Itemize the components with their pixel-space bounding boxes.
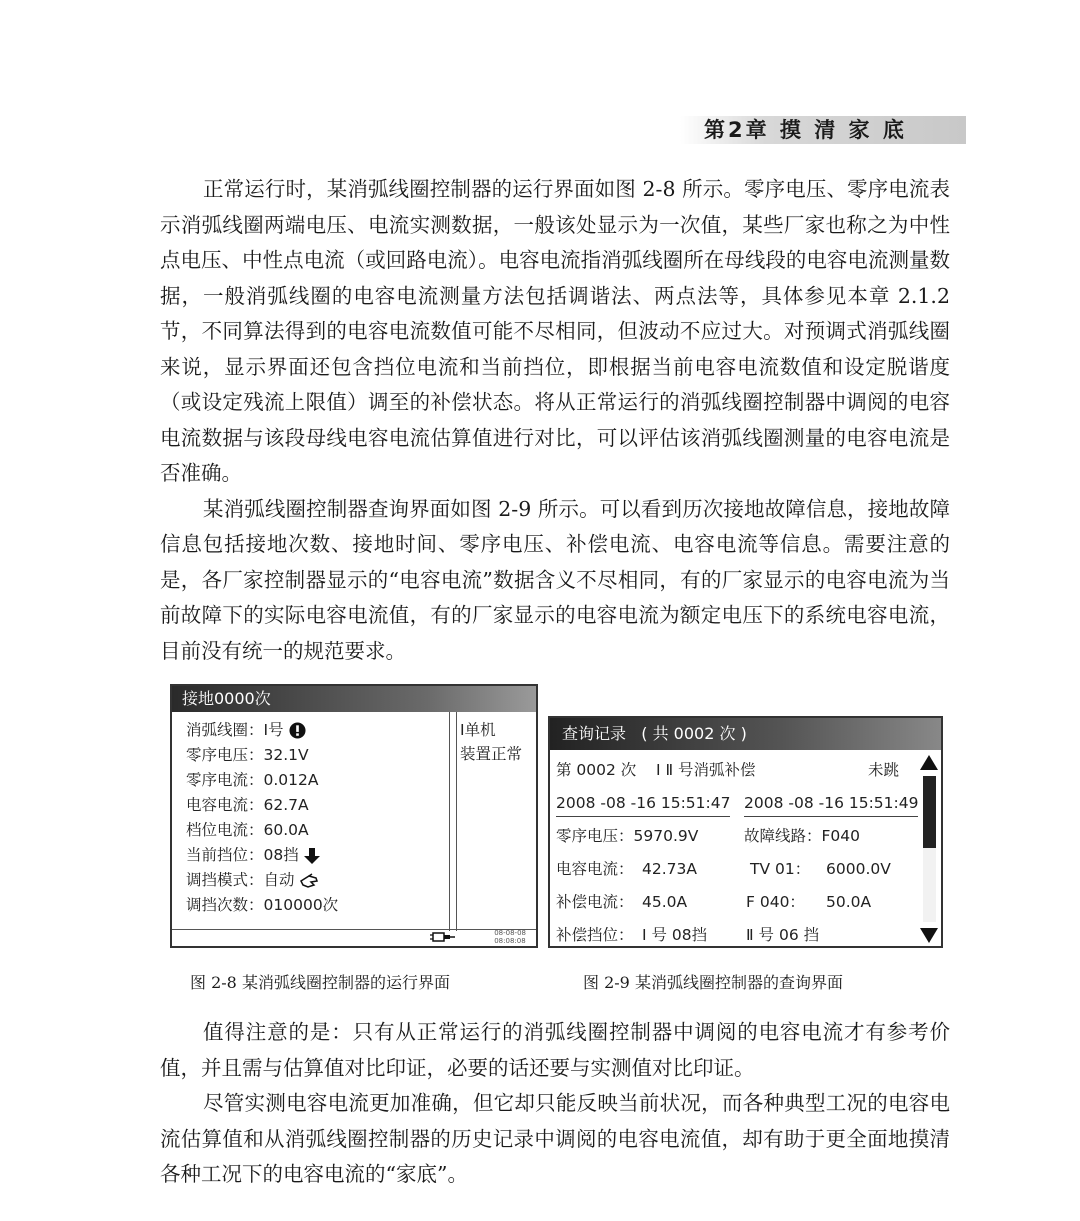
figure-caption: 图 2-9 某消弧线圈控制器的查询界面	[583, 973, 843, 992]
param-row	[186, 843, 338, 868]
record-count: 第 0002 次	[556, 761, 637, 779]
param-row	[186, 893, 338, 918]
param-row	[186, 768, 338, 793]
device-status	[460, 718, 522, 766]
param-value: 32.1V	[263, 746, 309, 764]
record-time-start: 2008 -08 -16 15:51:47	[556, 790, 730, 817]
param-label: 调挡次数：	[186, 896, 264, 914]
record-row	[556, 853, 920, 886]
figure-2-8-run-screen	[170, 684, 538, 948]
body-text-top	[160, 172, 950, 669]
figure-2-9-query-screen	[548, 716, 943, 948]
screen-title: 接地0000次	[172, 686, 536, 712]
paragraph: 某消弧线圈控制器查询界面如图 2-9 所示。可以看到历次接地故障信息，接地故障信息包括接地次数、接地时间、零序电压、补偿电流、电容电流等信息。需要注意的是，各厂家控制器显示的“电容电流”数据含义不尽相同，有的厂家显示的电容电流为当前故障下的实际电容电流值，有的厂家显示的电容电流为额定电压下的系统电容电流，目前没有统一的规范要求。	[160, 496, 950, 663]
param-row	[186, 868, 338, 893]
panel-divider	[449, 712, 457, 931]
screen-title: 查询记录 ( 共 0002 次 )	[550, 718, 941, 750]
param-row	[186, 793, 338, 818]
capacitive-current-label: 电容电流：	[556, 860, 634, 878]
comp-gear-1: Ⅰ 号 08挡	[642, 926, 708, 944]
param-row	[186, 718, 338, 743]
paragraph: 正常运行时，某消弧线圈控制器的运行界面如图 2-8 所示。零序电压、零序电流表示消弧线圈两端电压、电流实测数据，一般该处显示为一次值，某些厂家也称之为中性点电压、中性点电流（或回路电流）。电容电流指消弧线圈所在母线段的电容电流测量数据，一般消弧线圈的电容电流测量方法包括调谐法、两点法等，具体参见本章 2.1.2 节，不同算法得到的电容电流数值可能不尽相同，但波动不应过大。对预调式消弧线圈来说，显示界面还包含挡位电流和当前挡位，即根据当前电容电流数值和设定脱谐度（或设定残流上限值）调至的补偿状态。将从正常运行的消弧线圈控制器中调阅的电容电流数据与该段母线电容电流估算值进行对比，可以评估该消弧线圈测量的电容电流是否准确。	[160, 177, 950, 485]
record-row	[556, 919, 920, 952]
param-value: 010000次	[263, 896, 339, 914]
figure-caption: 图 2-8 某消弧线圈控制器的运行界面	[190, 973, 450, 992]
run-params	[186, 718, 338, 918]
scroll-down-icon[interactable]	[919, 926, 939, 944]
param-label: 档位电流：	[186, 821, 264, 839]
hand-icon	[299, 873, 319, 889]
zero-voltage: 零序电压：5970.9V	[556, 827, 699, 845]
param-row	[186, 818, 338, 843]
param-label: 电容电流：	[186, 796, 264, 814]
scrollbar[interactable]	[919, 752, 939, 946]
arrow-down-icon	[304, 847, 320, 865]
paragraph: 值得注意的是：只有从正常运行的消弧线圈控制器中调阅的电容电流才有参考价值，并且需与估算值对比印证，必要的话还要与实测值对比印证。	[160, 1020, 950, 1080]
plug-icon	[430, 930, 456, 944]
date-text: 08-08-08	[494, 929, 526, 937]
info-icon	[289, 722, 306, 739]
screen-status-bar	[172, 929, 536, 946]
chapter-title: 第2章 摸 清 家 底	[704, 118, 907, 142]
param-value: 60.0A	[263, 821, 309, 839]
f040-label: F 040：	[746, 893, 805, 911]
record-row	[556, 787, 920, 820]
param-label: 零序电流：	[186, 771, 264, 789]
comp-gear-label: 补偿挡位：	[556, 926, 634, 944]
capacitive-current-value: 42.73A	[642, 860, 697, 878]
record-row	[556, 754, 920, 787]
param-value: 08挡	[263, 846, 299, 864]
scroll-up-icon[interactable]	[919, 754, 939, 772]
record-device: Ⅰ Ⅱ 号消弧补偿	[656, 761, 756, 779]
param-row	[186, 743, 338, 768]
record-time-end: 2008 -08 -16 15:51:49	[744, 790, 918, 817]
body-text-bottom	[160, 1015, 950, 1193]
record-row	[556, 886, 920, 919]
param-value: 自动	[263, 871, 295, 889]
fault-record	[556, 754, 920, 952]
record-trip: 未跳	[868, 761, 900, 779]
f040-value: 50.0A	[826, 893, 872, 911]
status-line: Ⅰ单机	[460, 721, 496, 739]
status-line: 装置正常	[460, 745, 523, 763]
screen-datetime	[494, 930, 526, 945]
param-label: 调挡模式：	[186, 871, 264, 889]
comp-gear-2: Ⅱ 号 06 挡	[746, 926, 820, 944]
comp-current-value: 45.0A	[642, 893, 688, 911]
param-label: 消弧线圈：	[186, 721, 264, 739]
param-value: 62.7A	[263, 796, 309, 814]
fault-line: 故障线路：F040	[744, 827, 861, 845]
record-row	[556, 820, 920, 853]
paragraph: 尽管实测电容电流更加准确，但它却只能反映当前状况，而各种典型工况的电容电流估算值和从消弧线圈控制器的历史记录中调阅的电容电流值，却有助于更全面地摸清各种工况下的电容电流的“家底”。	[160, 1091, 950, 1186]
tv-value: 6000.0V	[826, 860, 891, 878]
param-label: 当前挡位：	[186, 846, 264, 864]
scroll-thumb[interactable]	[923, 776, 936, 848]
param-value: 0.012A	[263, 771, 319, 789]
tv-label: TV 01：	[750, 860, 811, 878]
param-label: 零序电压：	[186, 746, 264, 764]
time-text: 08:08:08	[494, 936, 526, 945]
comp-current-label: 补偿电流：	[556, 893, 634, 911]
param-value: Ⅰ号	[263, 721, 284, 739]
